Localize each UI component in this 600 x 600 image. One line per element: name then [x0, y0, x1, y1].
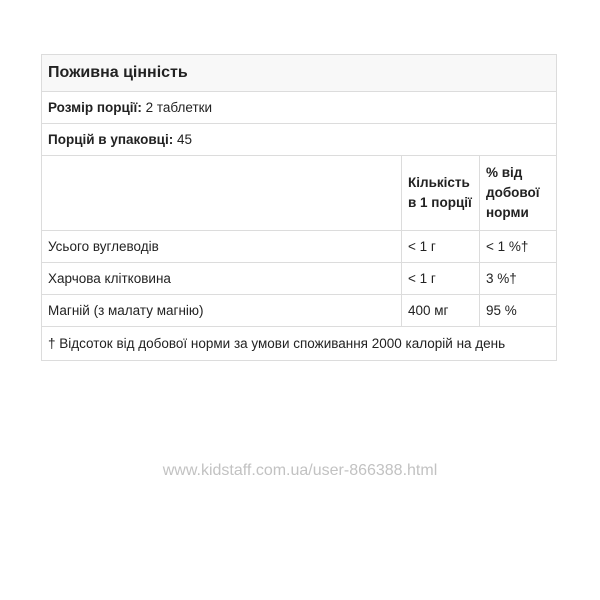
nutrient-amount: < 1 г — [402, 263, 480, 295]
footnote-row — [42, 327, 557, 361]
title-row — [42, 55, 557, 92]
footnote: † Відсоток від добової норми за умови споживання 2000 калорій на день — [42, 327, 557, 361]
header-row — [42, 156, 557, 231]
table-row — [42, 295, 557, 327]
nutrient-daily-value: < 1 %† — [480, 231, 557, 263]
serving-size-label: Розмір порції: — [48, 99, 142, 115]
servings-per-container-cell — [42, 124, 557, 156]
daily-value-header: % від добової норми — [480, 156, 557, 231]
nutrient-amount: 400 мг — [402, 295, 480, 327]
nutrient-name: Магній (з малату магнію) — [42, 295, 402, 327]
nutrient-daily-value: 3 %† — [480, 263, 557, 295]
nutrient-daily-value: 95 % — [480, 295, 557, 327]
servings-per-container-label: Порцій в упаковці: — [48, 131, 174, 147]
nutrient-name: Харчова клітковина — [42, 263, 402, 295]
header-empty-cell — [42, 156, 402, 231]
serving-size-cell — [42, 92, 557, 124]
nutrient-name: Усього вуглеводів — [42, 231, 402, 263]
nutrition-facts-table — [41, 54, 557, 361]
amount-header: Кількість в 1 порції — [402, 156, 480, 231]
table-title: Поживна цінність — [42, 55, 557, 92]
servings-per-container-value: 45 — [176, 131, 192, 147]
serving-size-row — [42, 92, 557, 124]
serving-size-value: 2 таблетки — [145, 99, 213, 115]
table-row — [42, 231, 557, 263]
servings-per-container-row — [42, 124, 557, 156]
nutrient-amount: < 1 г — [402, 231, 480, 263]
table-row — [42, 263, 557, 295]
watermark: www.kidstaff.com.ua/user-866388.html — [162, 462, 438, 479]
